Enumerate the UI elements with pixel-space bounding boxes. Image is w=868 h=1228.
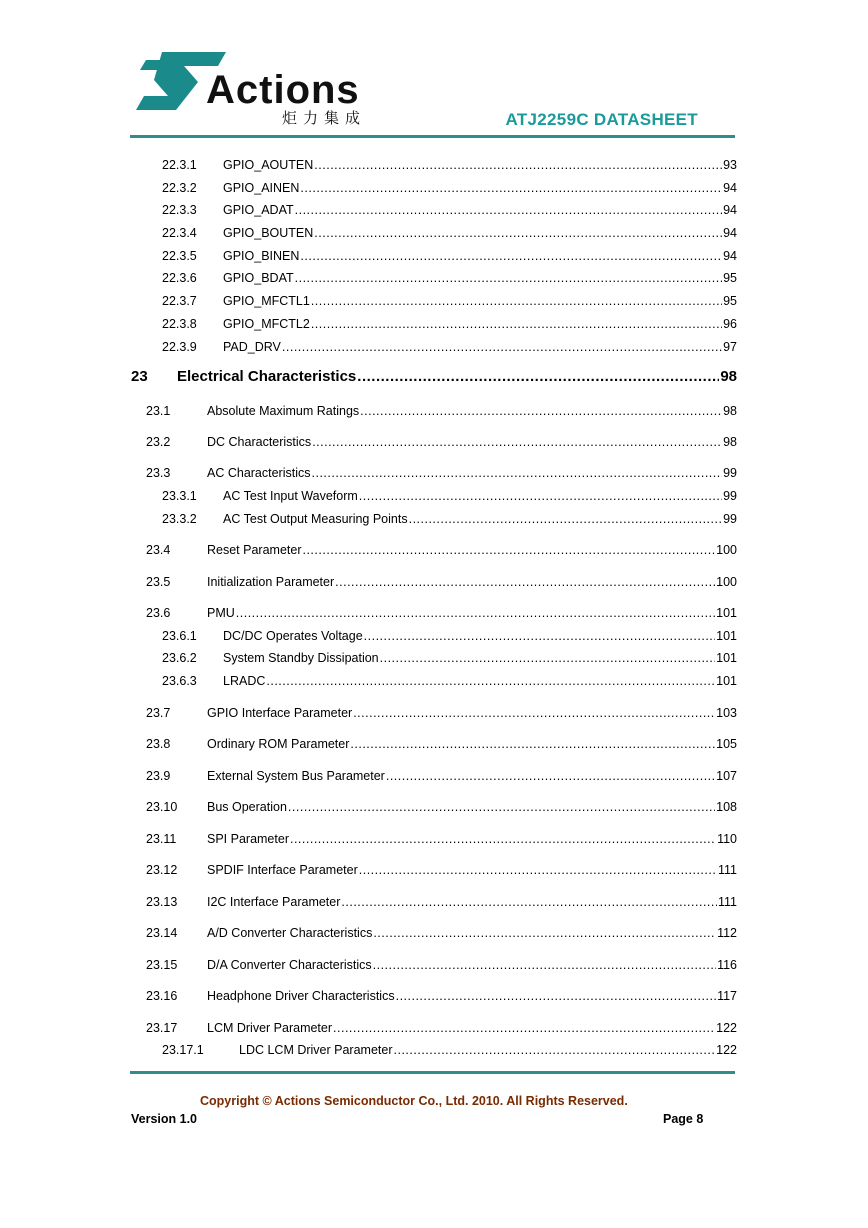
toc-entry-title: GPIO_ADAT [223,203,294,217]
toc-dot-leader [314,226,722,240]
toc-entry-page: 101 [716,674,737,688]
toc-entry-title: GPIO_MFCTL1 [223,294,310,308]
toc-entry-number: 22.3.1 [162,158,197,172]
toc-entry-title: LDC LCM Driver Parameter [239,1043,393,1057]
toc-dot-leader [335,575,715,589]
toc-entry[interactable] [162,294,737,308]
toc-entry-number: 23.8 [146,737,171,751]
toc-dot-leader [373,926,716,940]
toc-entry-number: 22.3.3 [162,203,197,217]
toc-entry[interactable] [146,832,737,846]
toc-entry-number: 22.3.4 [162,226,197,240]
toc-entry-title: AC Test Input Waveform [223,489,358,503]
toc-entry-title: GPIO_MFCTL2 [223,317,310,331]
toc-entry[interactable] [146,926,737,940]
toc-entry-title: A/D Converter Characteristics [207,926,373,940]
toc-entry-title: DC Characteristics [207,435,312,449]
toc-entry-number: 23.9 [146,769,171,783]
toc-entry-title: SPDIF Interface Parameter [207,863,358,877]
toc-entry[interactable] [131,368,737,385]
toc-entry-title: GPIO_AOUTEN [223,158,314,172]
toc-entry[interactable] [162,203,737,217]
toc-entry[interactable] [146,769,737,783]
toc-entry-number: 23.6 [146,606,171,620]
toc-entry[interactable] [162,271,737,285]
toc-entry-number: 23.17.1 [162,1043,204,1057]
company-logo [132,48,372,132]
toc-entry-number: 23.13 [146,895,178,909]
logo-wordmark: Actions [206,68,360,112]
toc-entry-title: LCM Driver Parameter [207,1021,333,1035]
toc-entry[interactable] [146,543,737,557]
toc-entry-title: SPI Parameter [207,832,289,846]
toc-entry-number: 23.3.2 [162,512,197,526]
toc-entry-page: 98 [723,404,737,418]
toc-dot-leader [282,340,722,354]
toc-entry[interactable] [162,629,737,643]
toc-entry-page: 94 [723,181,737,195]
toc-entry[interactable] [146,895,737,909]
toc-entry-title: External System Bus Parameter [207,769,385,783]
toc-entry[interactable] [162,317,737,331]
toc-entry-title: D/A Converter Characteristics [207,958,372,972]
toc-entry-title: GPIO_AINEN [223,181,300,195]
toc-entry-number: 22.3.2 [162,181,197,195]
footer-copyright: Copyright © Actions Semiconductor Co., Ltd. 2010. All Rights Reserved. [200,1094,628,1108]
toc-entry-title: PMU [207,606,235,620]
toc-entry-title: Ordinary ROM Parameter [207,737,350,751]
toc-entry-title: PAD_DRV [223,340,281,354]
toc-entry[interactable] [146,404,737,418]
toc-entry-page: 101 [716,629,737,643]
toc-dot-leader [341,895,717,909]
toc-entry-page: 116 [717,958,737,972]
toc-entry[interactable] [162,1043,737,1057]
toc-entry-number: 23.4 [146,543,171,557]
toc-dot-leader [373,958,716,972]
toc-entry[interactable] [146,606,737,620]
toc-dot-leader [290,832,716,846]
toc-entry[interactable] [162,249,737,263]
toc-entry[interactable] [162,512,737,526]
toc-entry-number: 23.2 [146,435,171,449]
toc-entry-page: 94 [723,203,737,217]
toc-entry[interactable] [146,989,737,1003]
toc-entry-number: 23.3.1 [162,489,197,503]
toc-dot-leader [311,317,722,331]
toc-entry[interactable] [146,575,737,589]
toc-entry-title: Electrical Characteristics [177,368,357,385]
toc-entry-number: 23.11 [146,832,177,846]
toc-entry-title: AC Characteristics [207,466,311,480]
toc-entry-number: 22.3.6 [162,271,197,285]
toc-entry-number: 22.3.9 [162,340,197,354]
toc-entry[interactable] [162,651,737,665]
toc-entry[interactable] [146,958,737,972]
toc-entry-page: 112 [717,926,737,940]
toc-entry-page: 99 [723,489,737,503]
footer-page-number: Page 8 [663,1112,704,1126]
toc-entry-number: 23.1 [146,404,171,418]
toc-dot-leader [312,466,723,480]
toc-entry-title: AC Test Output Measuring Points [223,512,408,526]
toc-entry-number: 23.6.2 [162,651,197,665]
toc-dot-leader [288,800,715,814]
toc-dot-leader [409,512,723,526]
toc-entry-page: 122 [716,1021,737,1035]
toc-dot-leader [353,706,715,720]
toc-entry-number: 23.7 [146,706,171,720]
toc-entry[interactable] [162,489,737,503]
toc-entry[interactable] [146,1021,737,1035]
toc-dot-leader [359,489,722,503]
toc-entry[interactable] [162,226,737,240]
toc-entry-title: DC/DC Operates Voltage [223,629,363,643]
toc-dot-leader [314,158,722,172]
toc-dot-leader [333,1021,715,1035]
toc-dot-leader [236,606,715,620]
toc-entry-number: 23.6.3 [162,674,197,688]
toc-entry-page: 98 [720,368,737,385]
toc-entry-page: 103 [716,706,737,720]
toc-dot-leader [359,863,717,877]
toc-dot-leader [394,1043,716,1057]
toc-entry[interactable] [146,737,737,751]
toc-entry-title: Initialization Parameter [207,575,335,589]
toc-entry-number: 23 [131,368,148,385]
toc-entry[interactable] [146,706,737,720]
toc-entry-page: 95 [723,294,737,308]
toc-entry-number: 23.5 [146,575,171,589]
toc-entry-title: GPIO_BINEN [223,249,300,263]
toc-entry[interactable] [162,158,737,172]
toc-entry-page: 94 [723,249,737,263]
toc-entry-page: 93 [723,158,737,172]
toc-dot-leader [300,249,722,263]
toc-entry-number: 23.12 [146,863,178,877]
toc-entry-number: 23.16 [146,989,178,1003]
toc-entry[interactable] [146,800,737,814]
toc-entry-page: 110 [717,832,737,846]
toc-dot-leader [386,769,715,783]
toc-entry-page: 100 [716,575,737,589]
toc-dot-leader [360,404,722,418]
toc-entry-number: 23.10 [146,800,178,814]
toc-entry-title: Bus Operation [207,800,287,814]
toc-entry-title: GPIO_BDAT [223,271,294,285]
toc-entry-page: 111 [717,863,737,877]
toc-entry-title: Absolute Maximum Ratings [207,404,360,418]
footer-version: Version 1.0 [131,1112,198,1126]
toc-entry-page: 94 [723,226,737,240]
toc-entry-title: Headphone Driver Characteristics [207,989,395,1003]
toc-entry-page: 101 [716,606,737,620]
toc-entry-title: LRADC [223,674,266,688]
toc-entry-page: 101 [716,651,737,665]
toc-entry[interactable] [162,181,737,195]
toc-entry[interactable] [146,863,737,877]
toc-entry-page: 99 [723,466,737,480]
toc-dot-leader [357,368,719,385]
toc-entry-number: 23.15 [146,958,178,972]
toc-entry-page: 99 [723,512,737,526]
toc-entry-number: 23.6.1 [162,629,197,643]
toc-entry-page: 100 [716,543,737,557]
toc-dot-leader [350,737,715,751]
toc-entry[interactable] [162,340,737,354]
toc-entry-page: 111 [717,895,737,909]
toc-entry-number: 23.17 [146,1021,178,1035]
toc-dot-leader [295,203,722,217]
toc-entry[interactable] [146,435,737,449]
toc-entry-title: I2C Interface Parameter [207,895,341,909]
toc-entry-page: 96 [723,317,737,331]
toc-dot-leader [396,989,716,1003]
toc-entry-number: 23.14 [146,926,178,940]
toc-entry-title: Reset Parameter [207,543,302,557]
toc-entry-title: GPIO_BOUTEN [223,226,314,240]
toc-entry-page: 108 [716,800,737,814]
toc-entry-number: 22.3.8 [162,317,197,331]
toc-entry-page: 117 [717,989,737,1003]
toc-entry[interactable] [162,674,737,688]
toc-dot-leader [380,651,716,665]
toc-entry[interactable] [146,466,737,480]
toc-entry-number: 22.3.5 [162,249,197,263]
toc-entry-page: 122 [716,1043,737,1057]
toc-dot-leader [300,181,722,195]
toc-entry-page: 107 [716,769,737,783]
toc-dot-leader [364,629,715,643]
toc-entry-number: 22.3.7 [162,294,197,308]
toc-entry-page: 97 [723,340,737,354]
logo-chinese-name: 炬力集成 [282,110,367,127]
header-divider [130,135,735,138]
toc-entry-page: 105 [716,737,737,751]
toc-dot-leader [311,294,722,308]
toc-entry-number: 23.3 [146,466,171,480]
toc-entry-page: 98 [723,435,737,449]
toc-dot-leader [266,674,715,688]
footer-divider [130,1071,735,1074]
toc-dot-leader [295,271,722,285]
toc-entry-page: 95 [723,271,737,285]
toc-dot-leader [312,435,722,449]
toc-entry-title: GPIO Interface Parameter [207,706,353,720]
document-title: ATJ2259C DATASHEET [505,110,698,129]
toc-entry-title: System Standby Dissipation [223,651,379,665]
toc-dot-leader [302,543,715,557]
